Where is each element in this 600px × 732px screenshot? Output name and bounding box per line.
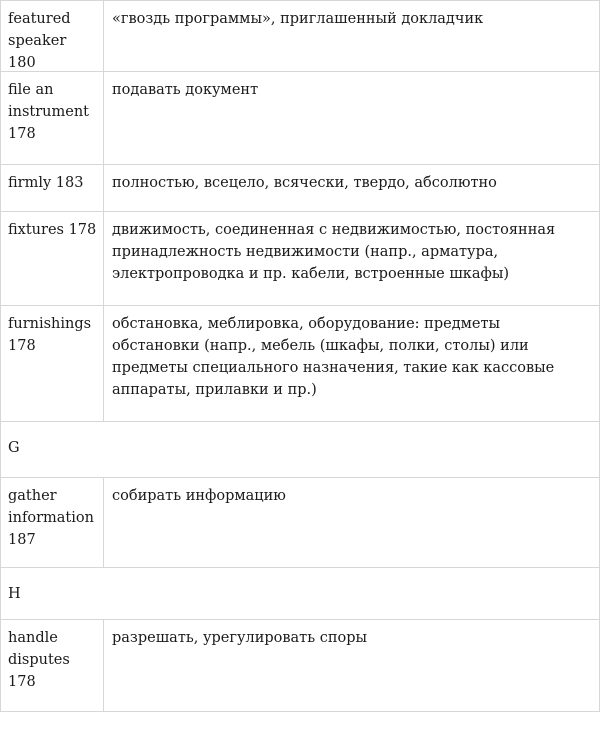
glossary-definition: движимость, соединенная с недвижимостью, постоянная принадлежность недвижимости (напр., арматура, электропроводка и пр. кабели, встроенные шкафы) [112, 222, 556, 282]
glossary-definition: разрешать, урегулировать споры [112, 630, 368, 646]
glossary-term: featured speaker 180 [1, 1, 104, 71]
section-letter: G [8, 440, 20, 456]
table-row [0, 211, 600, 305]
glossary-definition: «гвоздь программы», приглашенный докладчик [112, 11, 484, 27]
table-row [0, 305, 600, 421]
glossary-definition: полностью, всецело, всячески, твердо, абсолютно [112, 175, 497, 191]
glossary-term: furnishings 178 [1, 306, 104, 421]
section-letter: H [8, 586, 21, 602]
table-row [0, 619, 600, 712]
table-row [0, 164, 600, 211]
table-row [0, 71, 600, 164]
letter-section-row [0, 421, 600, 477]
glossary-term: gather information 187 [1, 478, 104, 567]
glossary-definition: обстановка, меблировка, оборудование: предметы обстановки (напр., мебель (шкафы, полки, столы) или предметы специального назначения, такие как кассовые аппараты, прилавки и пр.) [112, 316, 555, 398]
glossary-term: fixtures 178 [1, 212, 104, 305]
glossary-definition: подавать документ [112, 82, 259, 98]
table-row [0, 477, 600, 567]
glossary-term: handle disputes 178 [1, 620, 104, 711]
glossary-term: file an instrument 178 [1, 72, 104, 164]
table-row [0, 0, 600, 71]
glossary-term: firmly 183 [1, 165, 104, 211]
glossary-definition: собирать информацию [112, 488, 286, 504]
letter-section-row [0, 567, 600, 619]
